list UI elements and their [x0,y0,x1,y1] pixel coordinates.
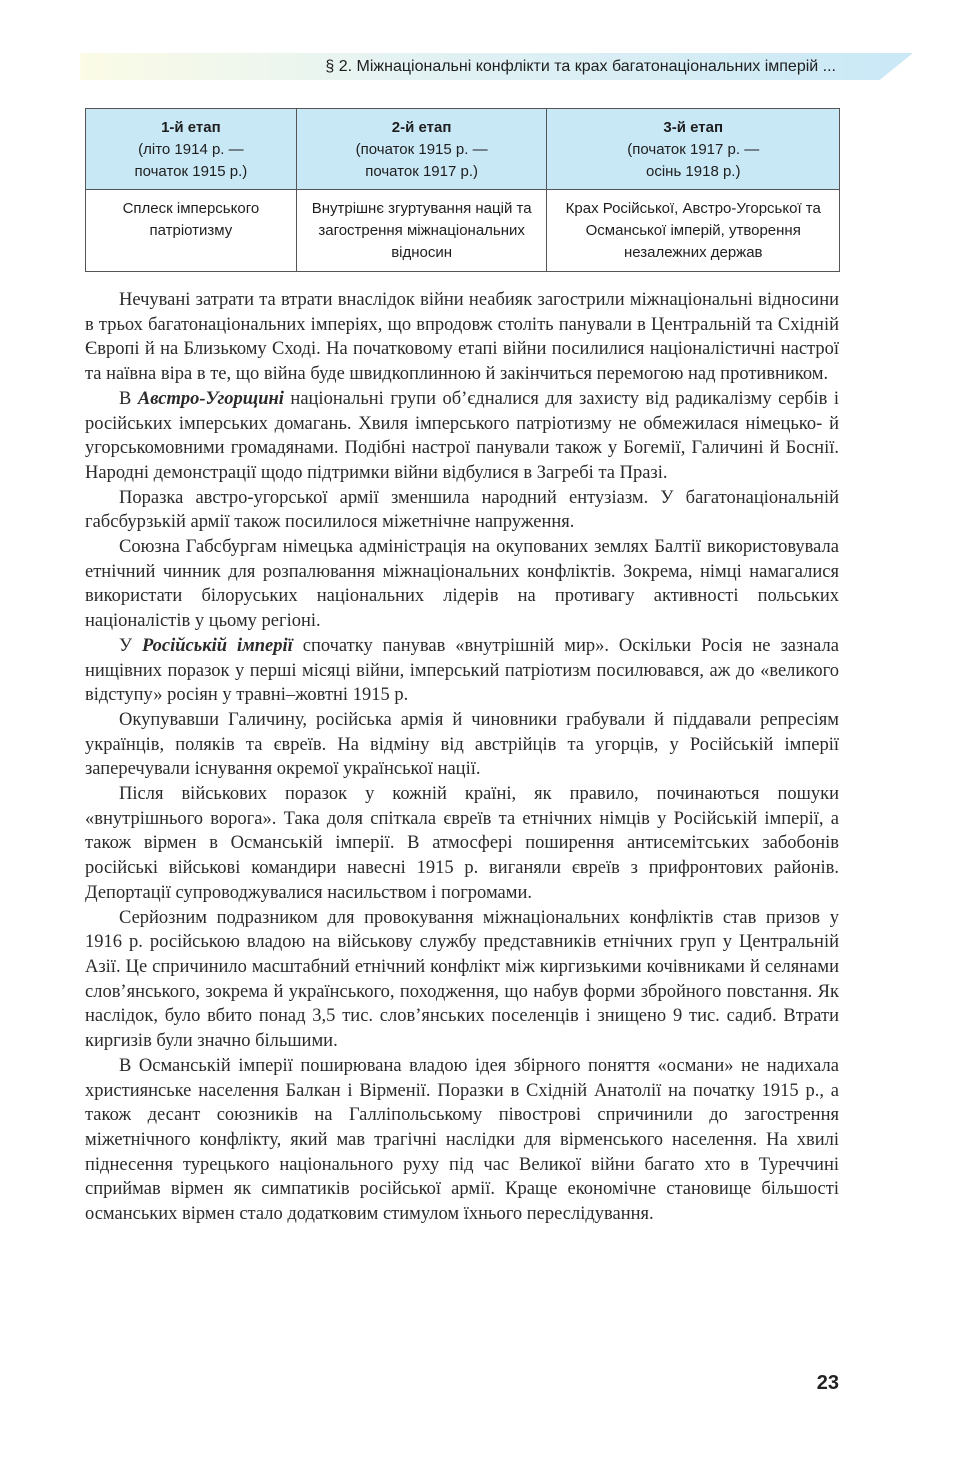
paragraph-text: В Османській імперії поширювана владою ідея збірного поняття «османи» не надихала християнське населення Балкан і Вірменії. Поразки в Східній Анатолії на початку 1915 р., а також десант союзників на Галліпольському півострові спричинили до загострення міжетнічного конфлікту, який мав трагічні наслідки для вірменського населення. На хвилі піднесення турецького національного руху під час Великої війни багато хто в Туреччині сприймав вірмен як симпатиків російської армії. Краще економічне становище більшості османських вірмен стало додатковим стимулом їхнього переслідування. [85,1055,839,1225]
paragraph [85,634,839,708]
paragraph [85,486,839,535]
paragraph-text: спочатку панував «внутрішній мир». Оскільки Росія не зазнала нищівних поразок у перші місяці війни, імперський патріотизм посилювався, аж до «великого відступу» росіян у травні–жовтні 1915 р. [85,635,839,706]
stage-name: 3-й етап [663,119,724,136]
stage-cell-3: Крах Російської, Австро-Угорської та Османської імперій, утворення незалежних держав [547,190,840,272]
running-header: § 2. Міжнаціональні конфлікти та крах багатонаціональних імперій ... [325,58,836,75]
paragraph-text: Союзна Габсбургам німецька адміністрація на окупованих землях Балтії використовувала етнічний чинник для розпалювання міжнаціональних конфліктів. Зокрема, німці намагалися використати білоруських національних лідерів на противагу активності польських націоналістів у цьому регіоні. [85,537,839,632]
paragraph [85,535,839,634]
paragraph-text: національні групи об’єдналися для захисту від радикалізму сербів і російських імперських домагань. Хвиля імперського патріотизму не обмежилася німецько- й угорськомовними громадянами. Подібні настрої панували також у Богемії, Галичині й Боснії. Народні демонстрації щодо підтримки війни відбулися в Загребі та Празі. [85,388,839,483]
table-row [86,190,840,272]
stage-period: осінь 1918 р.) [645,163,741,180]
main-text [85,288,839,1227]
stage-name: 2-й етап [391,119,452,136]
stage-name: 1-й етап [161,119,221,136]
emphasis-term: Російській імперії [142,635,293,656]
paragraph-text: В [119,388,138,409]
paragraph [85,1054,839,1227]
paragraph-text: У [119,635,143,656]
paragraph-text: Серйозним подразником для провокування міжнаціональних конфліктів став призов у 1916 р. російською владою на військову службу представників етнічних груп у Центральній Азії. Це спричинило масштабний етнічний конфлікт між киргизькими кочівниками й селянами слов’янського, зокрема й українського, походження, що набув форми збройного повстання. Як наслідок, було вбито понад 3,5 тис. слов’янських поселенців і знищено 9 тис. садиб. Втрати киргизів були значно більшими. [85,907,839,1052]
paragraph [85,782,839,906]
emphasis-term: Австро-Угорщині [137,388,284,409]
stage-period: (початок 1917 р. — [627,141,760,158]
stage-cell-2: Внутрішнє згуртування націй та загострення міжнаціональних відносин [296,190,547,272]
stage-cell-1: Сплеск імперського патріотизму [86,190,297,272]
paragraph [85,708,839,782]
paragraph [85,906,839,1054]
paragraph-text: Поразка австро-угорської армії зменшила народний ентузіазм. У багатонаціональній габсбурзькій армії також посилилося міжетнічне напруження. [85,487,839,533]
paragraph-text: Після військових поразок у кожній країні, як правило, починаються пошуки «внутрішнього ворога». Така доля спіткала євреїв та етнічних німців у Російській імперії, а також вірмен в Османській імперії. В атмосфері поширення антисемітських забобонів російські військові командири навесні 1915 р. виганяли євреїв з прифронтових районів. Депортації супроводжувалися насильством і погромами. [85,784,839,903]
stage-period: початок 1915 р.) [134,163,248,180]
stage-period: початок 1917 р.) [365,163,478,180]
paragraph-text: Окупувавши Галичину, російська армія й чиновники грабували й піддавали репресіям українців, поляків та євреїв. На відміну від австрійців та угорців, у Російській імперії заперечували існування окремої української нації. [85,709,839,780]
table-header-row [86,109,840,190]
stages-table [85,108,840,272]
stage-header-1 [86,109,297,190]
paragraph-text: Нечувані затрати та втрати внаслідок війни неабияк загострили міжнаціональні відносини в трьох багатонаціональних імперіях, що впродовж століть панували в Центральній та Східній Європі й на Близькому Сході. На початковому етапі війни посилилися націоналістичні настрої та наївна віра в те, що війна буде швидкоплинною й закінчиться перемогою над противником. [85,290,839,385]
paragraph [85,288,839,387]
page-number: 23 [816,1372,839,1394]
stage-period: (літо 1914 р. — [138,141,244,158]
stage-period: (початок 1915 р. — [355,141,488,158]
stage-header-3 [547,109,840,190]
stage-header-2 [296,109,547,190]
paragraph [85,387,839,486]
